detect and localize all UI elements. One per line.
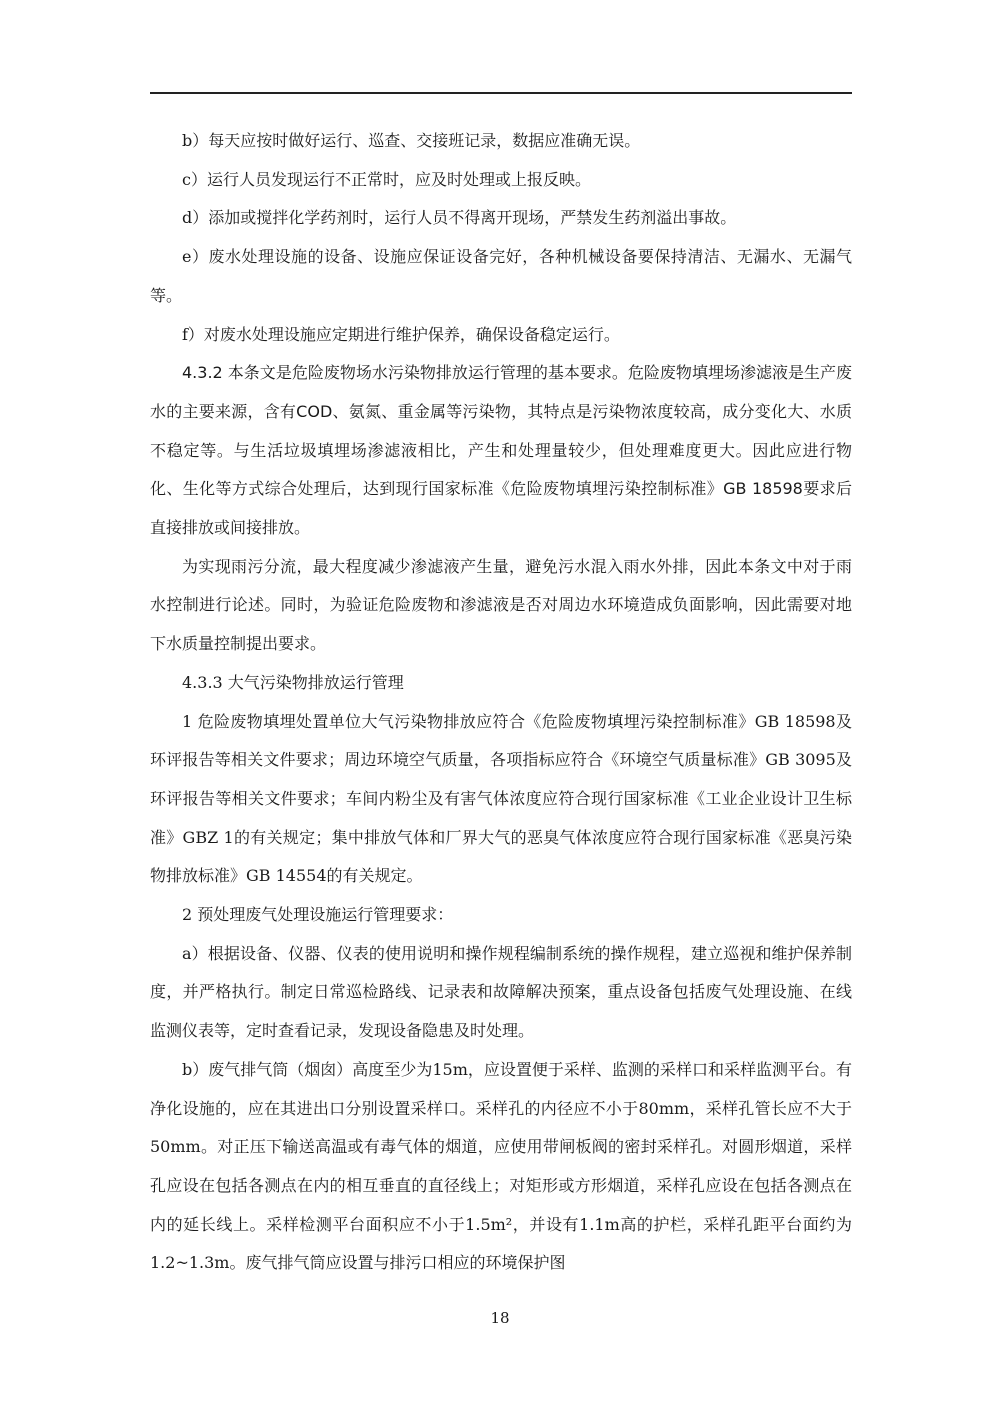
section-heading-4-3-3: 4.3.3 大气污染物排放运行管理 [182, 672, 404, 692]
paragraph-4-3-2: 4.3.2 本条文是危险废物场水污染物排放运行管理的基本要求。危险废物填埋场渗滤液是生产废水的主要来源，含有COD、氨氮、重金属等污染物，其特点是污染物浓度较高，成分变化大、水质不稳定等。与生活垃圾填埋场渗滤液相比，产生和处理量较少，但处理难度更大。因此应进行物化、生化等方式综合处理后，达到现行国家标准《危险废物填埋污染控制标准》GB 18598要求后直接排放或间接排放。 [150, 363, 852, 538]
paragraph-e-equipment: e）废水处理设施的设备、设施应保证设备完好，各种机械设备要保持清洁、无漏水、无漏气等。 [150, 247, 852, 305]
paragraph-d-chemicals: d）添加或搅拌化学药剂时，运行人员不得离开现场，严禁发生药剂溢出事故。 [182, 208, 737, 228]
paragraph-rain-sewage: 为实现雨污分流，最大程度减少渗滤液产生量，避免污水混入雨水外排，因此本条文中对于雨水控制进行论述。同时，为验证危险废物和渗滤液是否对周边水环境造成负面影响，因此需要对地下水质量控制提出要求。 [150, 556, 852, 654]
paragraph-item-2b: b）废气排气筒（烟囱）高度至少为15m，应设置便于采样、监测的采样口和采样监测平台。有净化设施的，应在其进出口分别设置采样口。采样孔的内径应不小于80mm，采样孔管长应不大于50mm。对正压下输送高温或有毒气体的烟道，应使用带闸板阀的密封采样孔。对圆形烟道，采样孔应设在包括各测点在内的相互垂直的直径线上；对矩形或方形烟道，采样孔应设在包括各测点在内的延长线上。采样检测平台面积应不小于1.5m²，并设有1.1m高的护栏，采样孔距平台面约为 1.2~1.3m。废气排气筒应设置与排污口相应的环境保护图 [150, 1059, 852, 1273]
page-number: 18 [490, 1309, 510, 1327]
paragraph-item-2a: a）根据设备、仪器、仪表的使用说明和操作规程编制系统的操作规程，建立巡视和维护保养制度，并严格执行。制定日常巡检路线、记录表和故障解决预案，重点设备包括废气处理设施、在线监测仪表等，定时查看记录，发现设备隐患及时处理。 [150, 943, 852, 1041]
body-text [150, 122, 852, 1283]
paragraph-item-1: 1 危险废物填埋处置单位大气污染物排放应符合《危险废物填埋污染控制标准》GB 18598及环评报告等相关文件要求；周边环境空气质量，各项指标应符合《环境空气质量标准》GB 3095及环评报告等相关文件要求；车间内粉尘及有害气体浓度应符合现行国家标准《工业企业设计卫生标准》GBZ 1的有关规定；集中排放气体和厂界大气的恶臭气体浓度应符合现行国家标准《恶臭污染物排放标准》GB 14554的有关规定。 [150, 711, 852, 886]
paragraph-item-2: 2 预处理废气处理设施运行管理要求： [182, 905, 454, 925]
paragraph-c-abnormal: c）运行人员发现运行不正常时，应及时处理或上报反映。 [182, 169, 591, 189]
paragraph-b-records: b）每天应按时做好运行、巡查、交接班记录，数据应准确无误。 [182, 131, 641, 150]
paragraph-f-maintenance: f）对废水处理设施应定期进行维护保养，确保设备稳定运行。 [182, 324, 620, 344]
header-rule [150, 92, 852, 94]
